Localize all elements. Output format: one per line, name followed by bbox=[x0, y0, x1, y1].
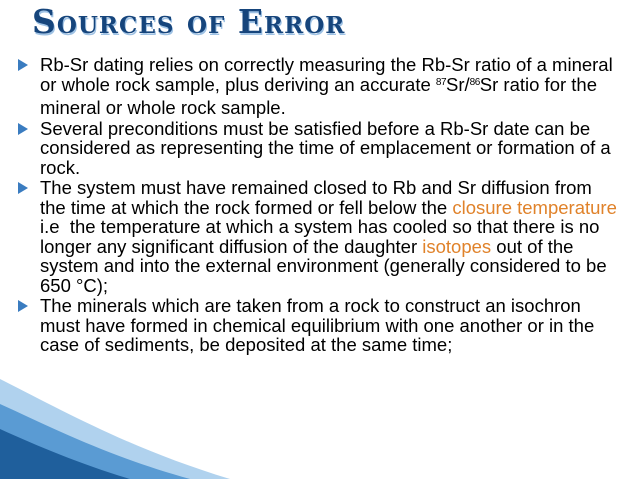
closure-temperature-link[interactable]: closure temperature bbox=[452, 196, 617, 218]
bullet-text: The minerals which are taken from a rock to construct an isochron must have formed in chemical equilibrium with one another or in the case of sediments, be deposited at the same time; bbox=[40, 295, 595, 355]
triangle-bullet-icon bbox=[18, 59, 28, 71]
bullet-text: Several preconditions must be satisfied before a Rb-Sr date can be considered as representing the time of emplacement or formation of a rock. bbox=[40, 117, 611, 178]
bullet-item bbox=[18, 177, 623, 296]
corner-wave-decoration bbox=[0, 349, 230, 479]
bullet-item bbox=[18, 296, 618, 355]
isotopes-link[interactable]: isotopes bbox=[422, 235, 492, 257]
bullet-text-part: The system must have remained closed to Rb and Sr diffusion from the time at which the rock formed or fell below the bbox=[40, 177, 597, 218]
isotope-mass-number: 86 bbox=[469, 76, 480, 88]
bullet-text-part: i.e the temperature at which a system has cooled so that there is no longer any significant diffusion of the daughter bbox=[40, 196, 623, 257]
bullet-text-part: out of the system and into the external environment (generally considered to be 650 °C); bbox=[40, 235, 612, 296]
bullet-text-part: Rb-Sr dating relies on correctly measuring the Rb-Sr ratio of a mineral or whole rock sample, plus deriving an accurate bbox=[40, 54, 618, 95]
bullet-item bbox=[18, 119, 618, 178]
bullet-list bbox=[18, 54, 623, 356]
bullet-text bbox=[40, 177, 623, 296]
triangle-bullet-icon bbox=[18, 300, 28, 312]
bullet-text-part: Sr ratio for the mineral or whole rock sample. bbox=[40, 73, 603, 118]
bullet-text bbox=[40, 55, 618, 118]
bullet-item bbox=[18, 55, 618, 118]
slide-title: Sources of Error bbox=[32, 2, 346, 41]
triangle-bullet-icon bbox=[18, 182, 28, 194]
isotope-mass-number: 87 bbox=[435, 76, 447, 88]
bullet-text-part: Sr/ bbox=[446, 73, 470, 95]
triangle-bullet-icon bbox=[18, 123, 28, 135]
